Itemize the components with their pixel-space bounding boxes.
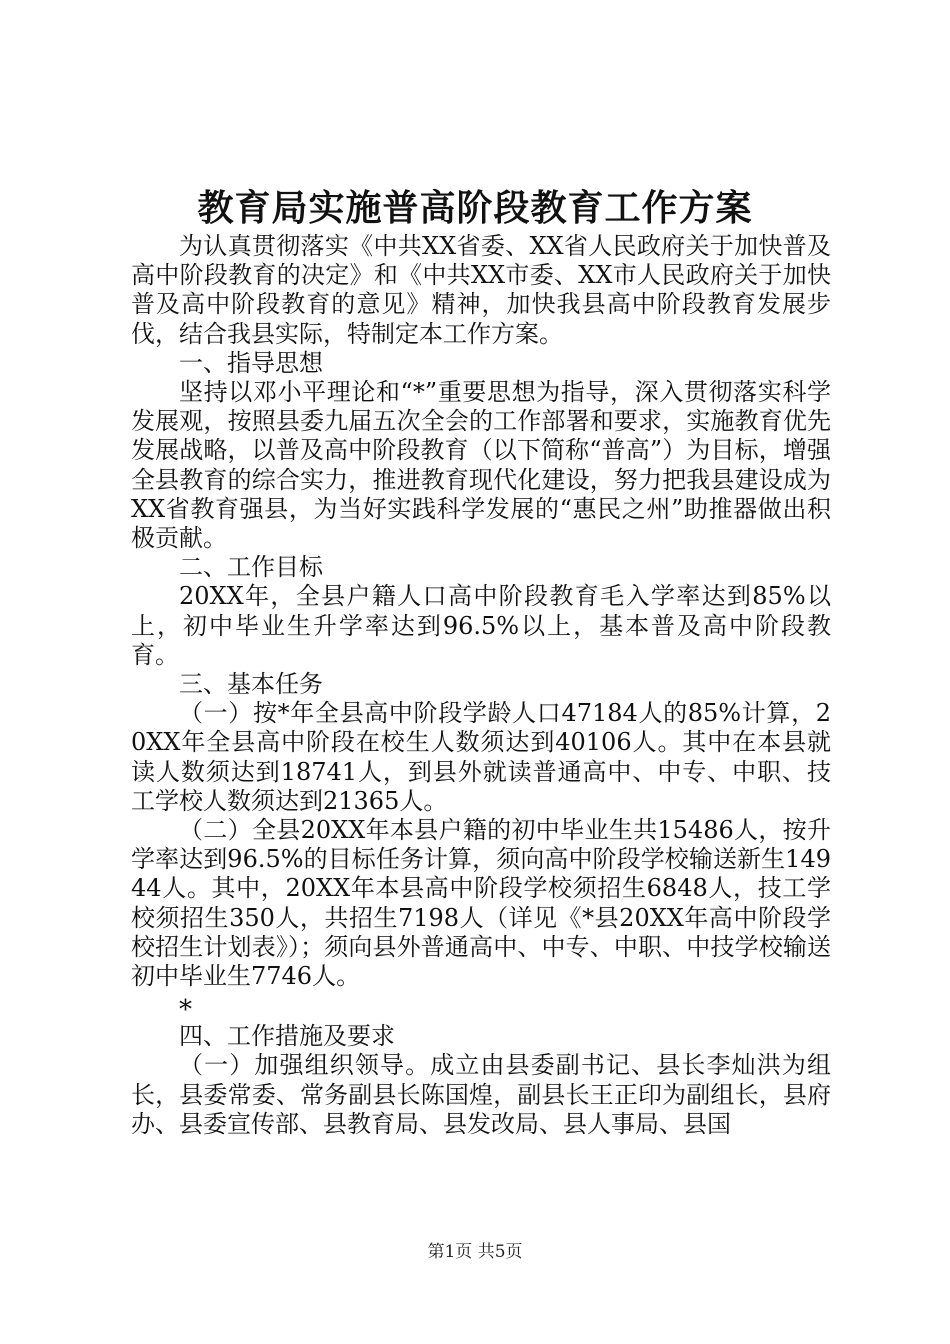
section-heading-guiding-thought: 一、指导思想 [179, 348, 323, 377]
measures-paragraph: （一）加强组织领导。成立由县委副书记、县长李灿洪为组长，县委常委、常务副县长陈国煌，副县长王正印为副组长，县府办、县委宣传部、县教育局、县发改局、县人事局、县国 [131, 1051, 831, 1138]
basic-task-2-paragraph: （二）全县20XX年本县户籍的初中毕业生共15486人，按升学率达到96.5%的目标任务计算，须向高中阶段学校输送新生14944人。其中，20XX年本县高中阶段学校须招生6848人，技工学校须招生350人，共招生7198人（详见《*县20XX年高中阶段学校招生计划表》）；须向县外普通高中、中专、中职、中技学校输送初中毕业生7746人。 [131, 816, 831, 991]
page-footer: 第1页 共5页 [427, 1242, 523, 1262]
guiding-thought-paragraph: 坚持以邓小平理论和“*”重要思想为指导，深入贯彻落实科学发展观，按照县委九届五次全会的工作部署和要求，实施教育优先发展战略，以普及高中阶段教育（以下简称“普高”）为目标，增强全县教育的综合实力，推进教育现代化建设，努力把我县建设成为XX省教育强县，为当好实践科学发展的“惠民之州”助推器做出积极贡献。 [131, 378, 831, 553]
asterisk-marker: * [179, 995, 192, 1026]
section-heading-basic-tasks: 三、基本任务 [179, 670, 323, 699]
intro-paragraph: 为认真贯彻落实《中共XX省委、XX省人民政府关于加快普及高中阶段教育的决定》和《中共XX市委、XX市人民政府关于加快普及高中阶段教育的意见》精神，加快我县高中阶段教育发展步伐，结合我县实际，特制定本工作方案。 [131, 232, 831, 348]
work-goals-paragraph: 20XX年，全县户籍人口高中阶段教育毛入学率达到85%以上，初中毕业生升学率达到96.5%以上，基本普及高中阶段教育。 [131, 582, 831, 669]
basic-task-1-paragraph: （一）按*年全县高中阶段学龄人口47184人的85%计算，20XX年全县高中阶段在校生人数须达到40106人。其中在本县就读人数须达到18741人，到县外就读普通高中、中专、中职、技工学校人数须达到21365人。 [131, 699, 831, 815]
document-title: 教育局实施普高阶段教育工作方案 [197, 187, 753, 229]
section-heading-measures: 四、工作措施及要求 [179, 1022, 395, 1051]
section-heading-work-goals: 二、工作目标 [179, 553, 323, 582]
document-body [131, 232, 831, 1139]
